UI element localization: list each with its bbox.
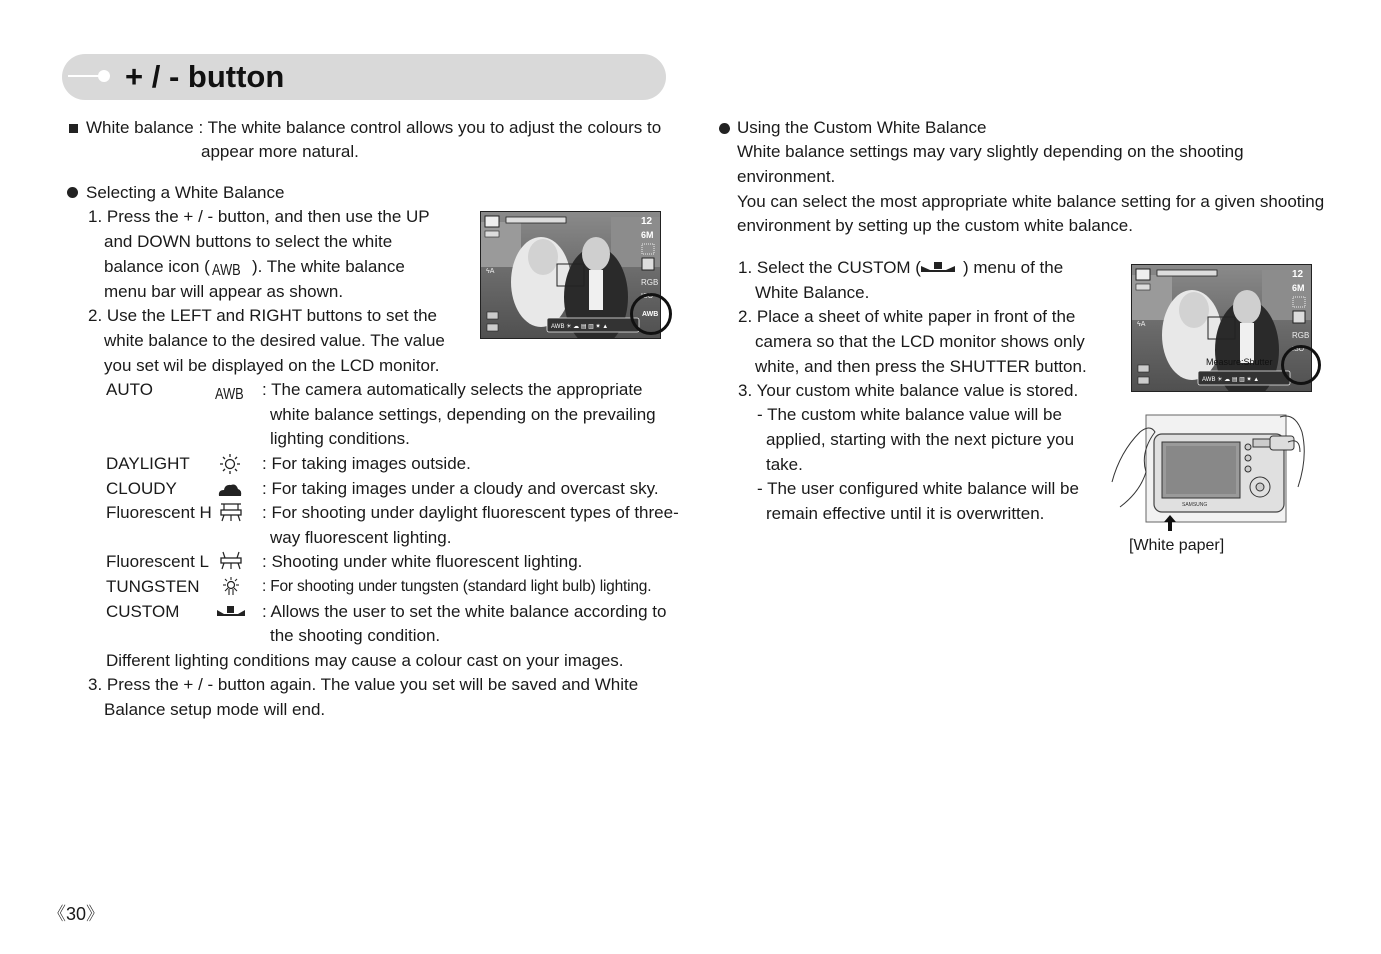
step1-line-2: and DOWN buttons to select the white (104, 232, 393, 251)
mode-auto-desc-1: : The camera automatically selects the appropriate (262, 380, 643, 399)
mode-custom-name: CUSTOM (106, 602, 180, 621)
custom-para-line-1: White balance settings may vary slightly depending on the shooting (737, 142, 1244, 161)
svg-text:AWB ☀ ☁ ▤ ▥ ✷ ▲: AWB ☀ ☁ ▤ ▥ ✷ ▲ (551, 324, 609, 330)
highlight-circle-custom (1281, 345, 1321, 385)
fluorescent-h-icon (219, 503, 243, 523)
highlight-circle-awb (630, 293, 672, 335)
step1-line-3b: ). The white balance (252, 257, 405, 276)
mode-tungsten-name: TUNGSTEN (106, 577, 200, 596)
lcd-rgb: RGB (1292, 331, 1310, 340)
section-heading-selecting: Selecting a White Balance (86, 183, 285, 202)
lcd-awb-selected: AWB (642, 311, 659, 318)
mode-fluor-h-name: Fluorescent H (106, 503, 212, 522)
custom-sub1-line-3: take. (766, 455, 803, 474)
camera-white-paper-illustration (1110, 412, 1310, 527)
mode-tungsten-desc: : For shooting under tungsten (standard light bulb) lighting. (262, 578, 652, 595)
custom-step2-line-2: camera so that the LCD monitor shows only (755, 332, 1085, 351)
mode-fluor-h-desc-2: way fluorescent lighting. (270, 528, 452, 547)
svg-text:ϟA: ϟA (486, 268, 495, 275)
mode-fluor-h-desc-1: : For shooting under daylight fluorescent types of three- (262, 503, 679, 522)
step3-line-1: 3. Press the + / - button again. The value you set will be saved and White (88, 675, 639, 694)
mode-fluor-l-desc: : Shooting under white fluorescent lighting. (262, 552, 583, 571)
awb-mode-icon-text: AWB (215, 386, 244, 403)
mode-auto-desc-2: white balance settings, depending on the prevailing (270, 405, 656, 424)
custom-step1-c: White Balance. (755, 283, 870, 302)
mode-auto-desc-3: lighting conditions. (270, 429, 410, 448)
lcd-measure-caption: Measure:Shutter (1206, 357, 1273, 367)
intro-line-2: appear more natural. (201, 142, 359, 161)
custom-step3: 3. Your custom white balance value is stored. (738, 381, 1079, 400)
awb-icon-text: AWB (212, 262, 241, 279)
camera-brand: SAMSUNG (1182, 502, 1208, 508)
custom-sub1-line-2: applied, starting with the next picture you (766, 430, 1075, 449)
sun-icon (219, 454, 241, 474)
lcd-rgb: RGB (641, 278, 659, 287)
custom-wb-icon (920, 260, 956, 274)
lcd-iso: ISO (641, 293, 654, 300)
custom-step2-line-1: 2. Place a sheet of white paper in front of the (738, 307, 1076, 326)
step2-line-1: 2. Use the LEFT and RIGHT buttons to set the (88, 306, 437, 325)
custom-step2-line-3: white, and then press the SHUTTER button. (755, 357, 1087, 376)
mode-custom-desc-1: : Allows the user to set the white balance according to (262, 602, 667, 621)
custom-sub2-line-2: remain effective until it is overwritten. (766, 504, 1045, 523)
svg-text:AWB ☀ ☁ ▤ ▥ ✷ ▲: AWB ☀ ☁ ▤ ▥ ✷ ▲ (1202, 377, 1260, 383)
custom-para-line-2: environment. (737, 167, 836, 186)
figure-caption: [White paper] (1129, 537, 1225, 554)
cloud-icon (217, 481, 243, 497)
custom-step1-b: ) menu of the (963, 258, 1064, 277)
step3-line-2: Balance setup mode will end. (104, 700, 326, 719)
lcd-shot-count: 12 (1292, 269, 1304, 280)
title-decoration-dot (98, 70, 110, 82)
round-bullet-icon (67, 187, 78, 198)
mode-daylight-name: DAYLIGHT (106, 454, 190, 473)
svg-text:ϟA: ϟA (1137, 321, 1146, 328)
page-title: + / - button (125, 59, 285, 94)
light-bulb-icon (220, 576, 242, 596)
step1-line-1: 1. Press the + / - button, and then use the UP (88, 207, 430, 226)
mode-cloudy-name: CLOUDY (106, 479, 177, 498)
fluorescent-l-icon (219, 551, 243, 571)
section-heading-custom: Using the Custom White Balance (737, 118, 987, 137)
square-bullet-icon (69, 124, 78, 133)
lcd-shot-count: 12 (641, 216, 653, 227)
step1-line-4: menu bar will appear as shown. (104, 282, 344, 301)
page-number: 《30》 (48, 904, 105, 924)
mode-custom-desc-2: the shooting condition. (270, 626, 441, 645)
lcd-image-size: 6M (641, 230, 654, 240)
lcd-image-size: 6M (1292, 283, 1305, 293)
custom-para-line-3: You can select the most appropriate white balance setting for a given shooting (737, 192, 1325, 211)
custom-wb-icon (216, 604, 246, 618)
custom-sub2-line-1: - The user configured white balance will be (757, 479, 1079, 498)
mode-daylight-desc: : For taking images outside. (262, 454, 471, 473)
custom-step1-a: 1. Select the CUSTOM ( (738, 258, 921, 277)
custom-para-line-4: environment by setting up the custom white balance. (737, 216, 1133, 235)
colour-cast-note: Different lighting conditions may cause a colour cast on your images. (106, 651, 624, 670)
mode-cloudy-desc: : For taking images under a cloudy and overcast sky. (262, 479, 659, 498)
step2-line-3: you set wil be displayed on the LCD monitor. (104, 356, 440, 375)
awb-icon (215, 382, 251, 408)
arrow-up-icon (1164, 515, 1176, 531)
step2-line-2: white balance to the desired value. The value (104, 331, 445, 350)
mode-auto-name: AUTO (106, 380, 153, 399)
intro-line-1: White balance : The white balance control allows you to adjust the colours to (86, 118, 662, 137)
mode-fluor-l-name: Fluorescent L (106, 552, 209, 571)
lcd-iso: ISO (1292, 346, 1305, 353)
custom-sub1-line-1: - The custom white balance value will be (757, 405, 1062, 424)
round-bullet-icon (719, 123, 730, 134)
step1-line-3a: balance icon ( (104, 257, 210, 276)
